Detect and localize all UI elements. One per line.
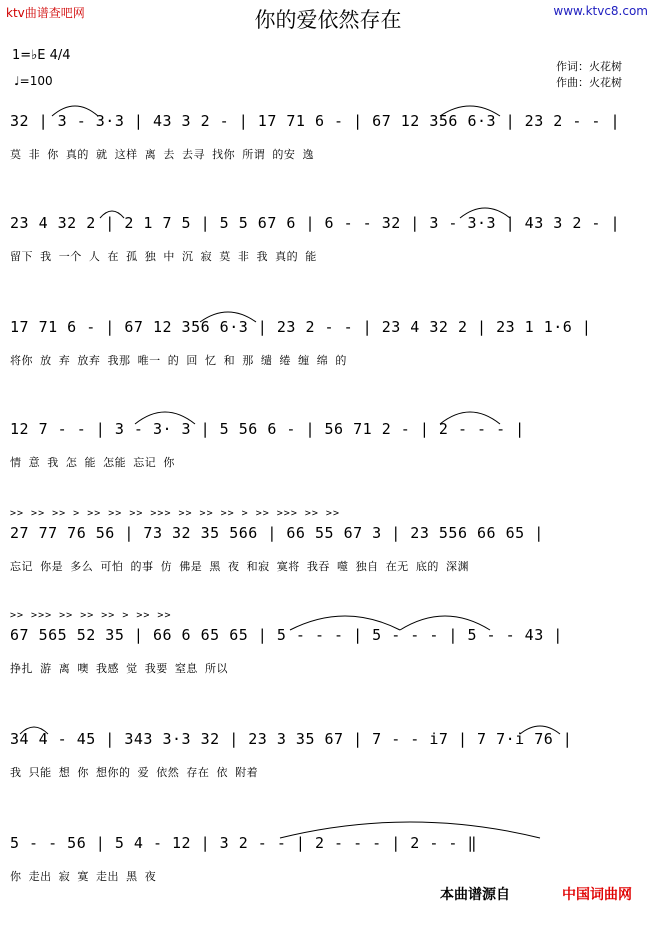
score-system-4 [0,420,656,520]
key-signature: 1=♭E 4/4 [12,48,71,63]
score-system-8 [0,834,656,934]
notation-line: 12 7 - - | 3 - 3· 3 | 5 56 6 - | 56 71 2 - | 2 - - - | [10,420,525,438]
lyrics-line: 情 意 我 怎 能 怎能 忘记 你 [10,456,175,469]
lyrics-line: 莫 非 你 真的 就 这样 离 去 去寻 找你 所谓 的安 逸 [10,148,314,161]
lyrics-line: 挣扎 游 离 噢 我感 觉 我要 窒息 所以 [10,662,228,675]
source-site-link[interactable]: 中国词曲网 [562,887,632,903]
site-url-right[interactable]: www.ktvc8.com [553,4,648,18]
notation-line: 23 4 32 2 | 2 1 7 5 | 5 5 67 6 | 6 - - 32 | 3 - 3·3 | 43 3 2 - | [10,214,620,232]
notation-line: 27 77 76 56 | 73 32 35 566 | 66 55 67 3 | 23 556 66 65 | [10,524,544,542]
accent-marks: >> >>> >> >> >> > >> >> [10,610,172,621]
lyricist-credit: 作词：火花树 [556,60,622,73]
lyrics-line: 我 只能 想 你 想你的 爱 依然 存在 依 附着 [10,766,259,779]
notation-line: 5 - - 56 | 5 4 - 12 | 3 2 - - | 2 - - - | 2 - - ‖ [10,834,478,852]
site-name-left[interactable]: ktv曲谱查吧网 [6,6,85,20]
source-label: 本曲谱源自 [440,887,510,903]
notation-line: 67 565 52 35 | 66 6 65 65 | 5 - - - | 5 - - - | 5 - - 43 | [10,626,563,644]
lyrics-line: 忘记 你是 多么 可怕 的事 仿 佛是 黑 夜 和寂 寞将 我吞 噬 独自 在无 底的 深渊 [10,560,469,573]
accent-marks: >> >> >> > >> >> >> >>> >> >> >> > >> >>> >> >> [10,508,340,519]
lyrics-line: 留下 我 一个 人 在 孤 独 中 沉 寂 莫 非 我 真的 能 [10,250,317,263]
notation-line: 17 71 6 - | 67 12 356 6·3 | 23 2 - - | 23 4 32 2 | 23 1 1·6 | [10,318,592,336]
tempo-mark: ♩=100 [14,74,53,88]
song-title: 你的爱依然存在 [254,8,402,32]
lyrics-line: 你 走出 寂 寞 走出 黑 夜 [10,870,157,883]
composer-credit: 作曲：火花树 [556,76,622,89]
lyrics-line: 将你 放 弃 放弃 我那 唯一 的 回 忆 和 那 缱 绻 缠 绵 的 [10,354,347,367]
notation-line: 32 | 3 - 3·3 | 43 3 2 - | 17 71 6 - | 67 12 356 6·3 | 23 2 - - | [10,112,620,130]
notation-line: 34 4 - 45 | 343 3·3 32 | 23 3 35 67 | 7 - - i7 | 7 7·i 76 | [10,730,573,748]
